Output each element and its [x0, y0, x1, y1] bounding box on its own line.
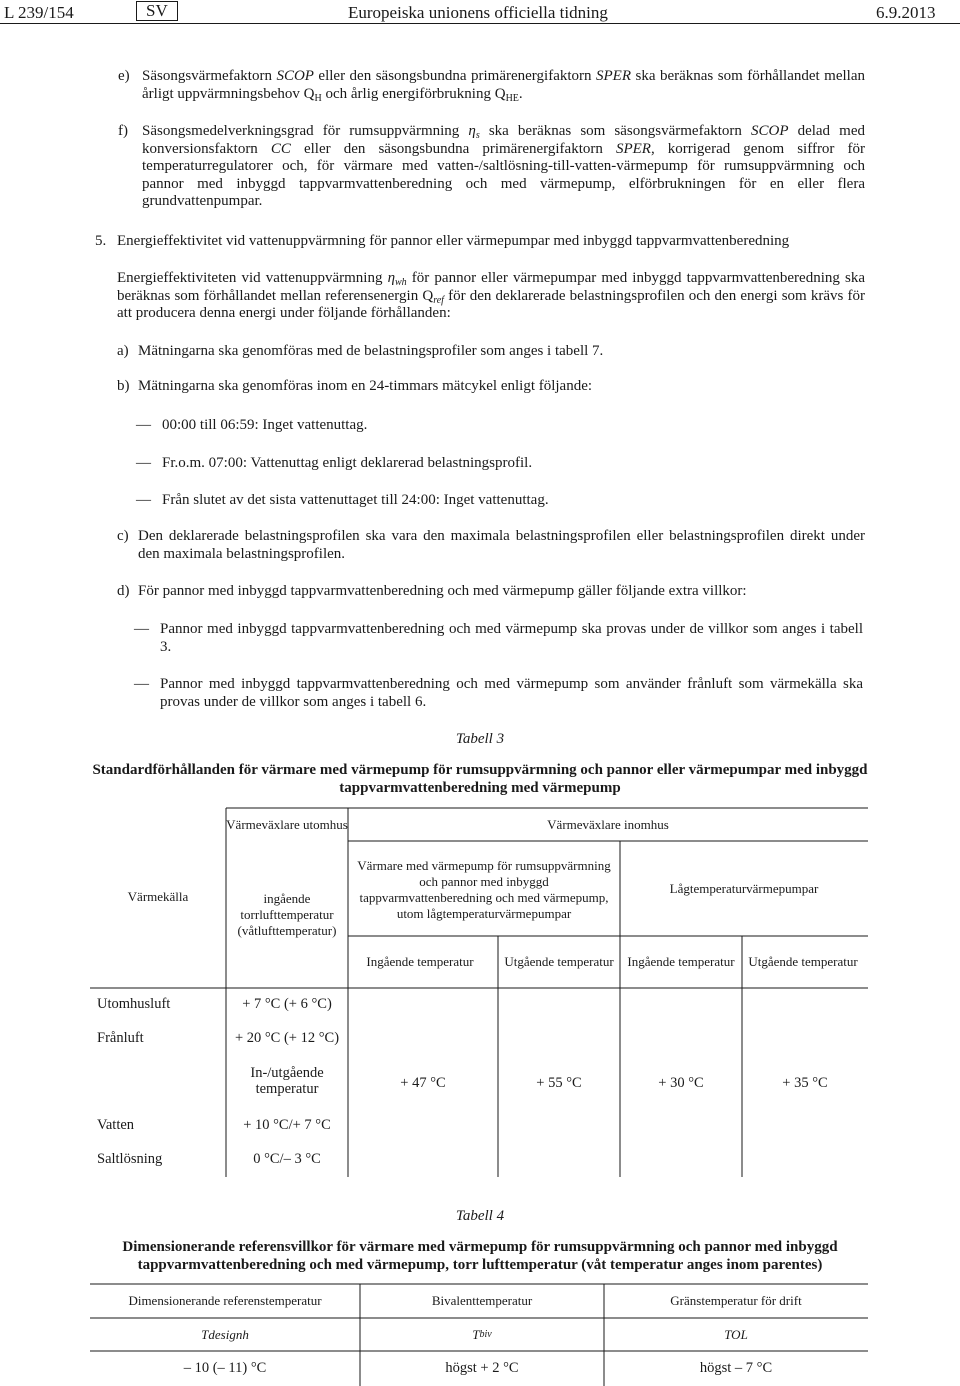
section-number: 5.: [95, 233, 107, 249]
row-value-water: + 10 °C/+ 7 °C: [243, 1117, 331, 1133]
page-reference: L 239/154: [4, 3, 74, 22]
row-source-exhaust-air: Frånluft: [97, 1030, 144, 1046]
row-value-exhaust-air: + 20 °C (+ 12 °C): [234, 1030, 340, 1046]
t4-symbol-tdesignh: Tdesignh: [201, 1326, 249, 1342]
journal-title: Europeiska unionens officiella tidning: [348, 3, 608, 22]
row-value-brine: 0 °C/– 3 °C: [253, 1151, 321, 1167]
section-5-intro: Energieffektiviteten vid vattenuppvärmning $\eta_{wh}$ för pannor eller värmepumpar med inbyggd tappvarmvattenberedning ska beräknas som förhållandet mellan referensenergin $Q_{ref}$ för den deklarerade belastningsprofilen och den energi som krävs för att producera denna energi under följande förhållanden:: [117, 270, 866, 322]
header-outlet-temp-2: Utgående temperatur: [748, 954, 858, 969]
item-b-dash-1: — 00:00 till 06:59: Inget vattenuttag.: [136, 417, 368, 433]
item-d: d) För pannor med inbyggd tappvarmvattenberedning och med värmepump gäller följande extra villkor:: [117, 583, 747, 599]
t4-value-operation-limit: högst – 7 °C: [699, 1359, 773, 1376]
paragraph-e-label: e): [118, 68, 130, 84]
temp-outlet-1: + 55 °C: [536, 1075, 582, 1091]
header-outlet-temp-1: Utgående temperatur: [504, 954, 614, 969]
row-value-outdoor-air: + 7 °C (+ 6 °C): [242, 996, 332, 1012]
t4-symbol-tol: TOL: [724, 1326, 748, 1342]
t4-header-design-temperature: Dimensionerande referenstemperatur: [128, 1293, 322, 1308]
row-source-water: Vatten: [97, 1117, 135, 1133]
table-4-title: Dimensionerande referensvillkor för värmare med värmepump för rumsuppvärmning och pannor med inbyggd tappvarmvattenberedning och med värmepump, torr lufttemperatur (våt temperatur anges inom parentes): [122, 1239, 838, 1273]
t4-header-operation-limit: Gränstemperatur för drift: [670, 1293, 802, 1308]
t4-header-bivalent-temperature: Bivalenttemperatur: [431, 1293, 533, 1308]
item-b: b) Mätningarna ska genomföras inom en 24-timmars mätcykel enligt följande:: [117, 378, 593, 394]
row-source-outdoor-air: Utomhusluft: [97, 996, 171, 1012]
t4-value-bivalent: högst + 2 °C: [445, 1359, 519, 1376]
paragraph-f-label: f): [118, 123, 128, 139]
t4-symbol-tbiv: T biv: [472, 1326, 492, 1342]
publication-date: 6.9.2013: [876, 3, 936, 22]
item-c: c) Den deklarerade belastningsprofilen ska vara den maximala belastningsprofilen eller belastningsprofilen direkt under den maximala belastningsprofilen.: [117, 528, 865, 562]
paragraph-e: e) Säsongsvärmefaktorn SCOP eller den säsongsbundna primärenergifaktorn SPER ska beräknas som förhållandet mellan årligt uppvärmningsbehov $Q_H$ och årlig energiförbrukning $Q_{HE}$.: [118, 68, 865, 104]
item-a: a) Mätningarna ska genomföras med de belastningsprofiler som anges i tabell 7.: [117, 343, 604, 359]
header-indoor-exchanger: Värmeväxlare inomhus: [547, 816, 669, 832]
header-outdoor-exchanger: Värmeväxlare utomhus: [226, 816, 348, 832]
paragraph-f: f) Säsongsmedelverkningsgrad för rumsuppvärmning $\eta_s$ ska beräknas som säsongsvärmefaktorn SCOP delad med konversionsfaktorn CC eller den säsongsbundna primärenergifaktorn SPER, korrigerad genom siffror för temperaturregulatorer och, för värmare med vatten-/saltlösning-till-vatten-värmepump för rumsuppvärmning och pannor med inbyggd tappvarmvattenberedning och med värmepump, elförbrukningen för en eller flera grundvattenpumpar.: [118, 123, 865, 210]
table-3-title: Standardförhållanden för värmare med värmepump för rumsuppvärmning och pannor eller värmepumpar med inbyggd tappvarmvattenberedning med värmepump: [92, 762, 868, 796]
item-b-dash-2: — Fr.o.m. 07:00: Vattenuttag enligt deklarerad belastningsprofil.: [136, 455, 533, 471]
item-d-dash-1: — Pannor med inbyggd tappvarmvattenberedning och med värmepump ska provas under de villkor som anges i tabell 3.: [134, 621, 863, 655]
header-inlet-temp-2: Ingående temperatur: [627, 954, 735, 969]
table-4-caption: Tabell 4: [455, 1208, 505, 1224]
header-group-heat-pump-heaters: Värmare med värmepump för rumsuppvärmning och pannor med inbyggd tappvarmvattenberedning och med värmepump, utom lågtemperaturvärmepumpar: [357, 857, 611, 921]
item-b-dash-3: — Från slutet av det sista vattenuttaget till 24:00: Inget vattenuttag.: [136, 492, 549, 508]
item-d-dash-2: — Pannor med inbyggd tappvarmvattenberedning och med värmepump som använder frånluft som värmekälla ska provas under de villkor som anges i tabell 6.: [134, 676, 863, 710]
header-inlet-temp-1: Ingående temperatur: [366, 954, 474, 969]
section-5-heading: 5. Energieffektivitet vid vattenuppvärmning för pannor eller värmepumpar med inbyggd tappvarmvattenberedning: [95, 233, 790, 249]
row-inlet-outlet-label: In-/utgående temperatur: [250, 1065, 324, 1097]
header-heat-source: Värmekälla: [127, 889, 189, 904]
language-badge: SV: [136, 1, 178, 21]
header-intake-temperature: ingående torrlufttemperatur (våtlufttemperatur): [237, 890, 337, 938]
temp-outlet-2: + 35 °C: [782, 1075, 828, 1091]
temp-inlet-2: + 30 °C: [658, 1075, 704, 1091]
temp-inlet-1: + 47 °C: [400, 1075, 446, 1091]
table-3-caption: Tabell 3: [455, 731, 505, 747]
row-source-brine: Saltlösning: [97, 1151, 163, 1167]
header-group-low-temperature: Lågtemperaturvärmepumpar: [669, 880, 819, 896]
t4-value-design: – 10 (– 11) °C: [183, 1359, 267, 1376]
